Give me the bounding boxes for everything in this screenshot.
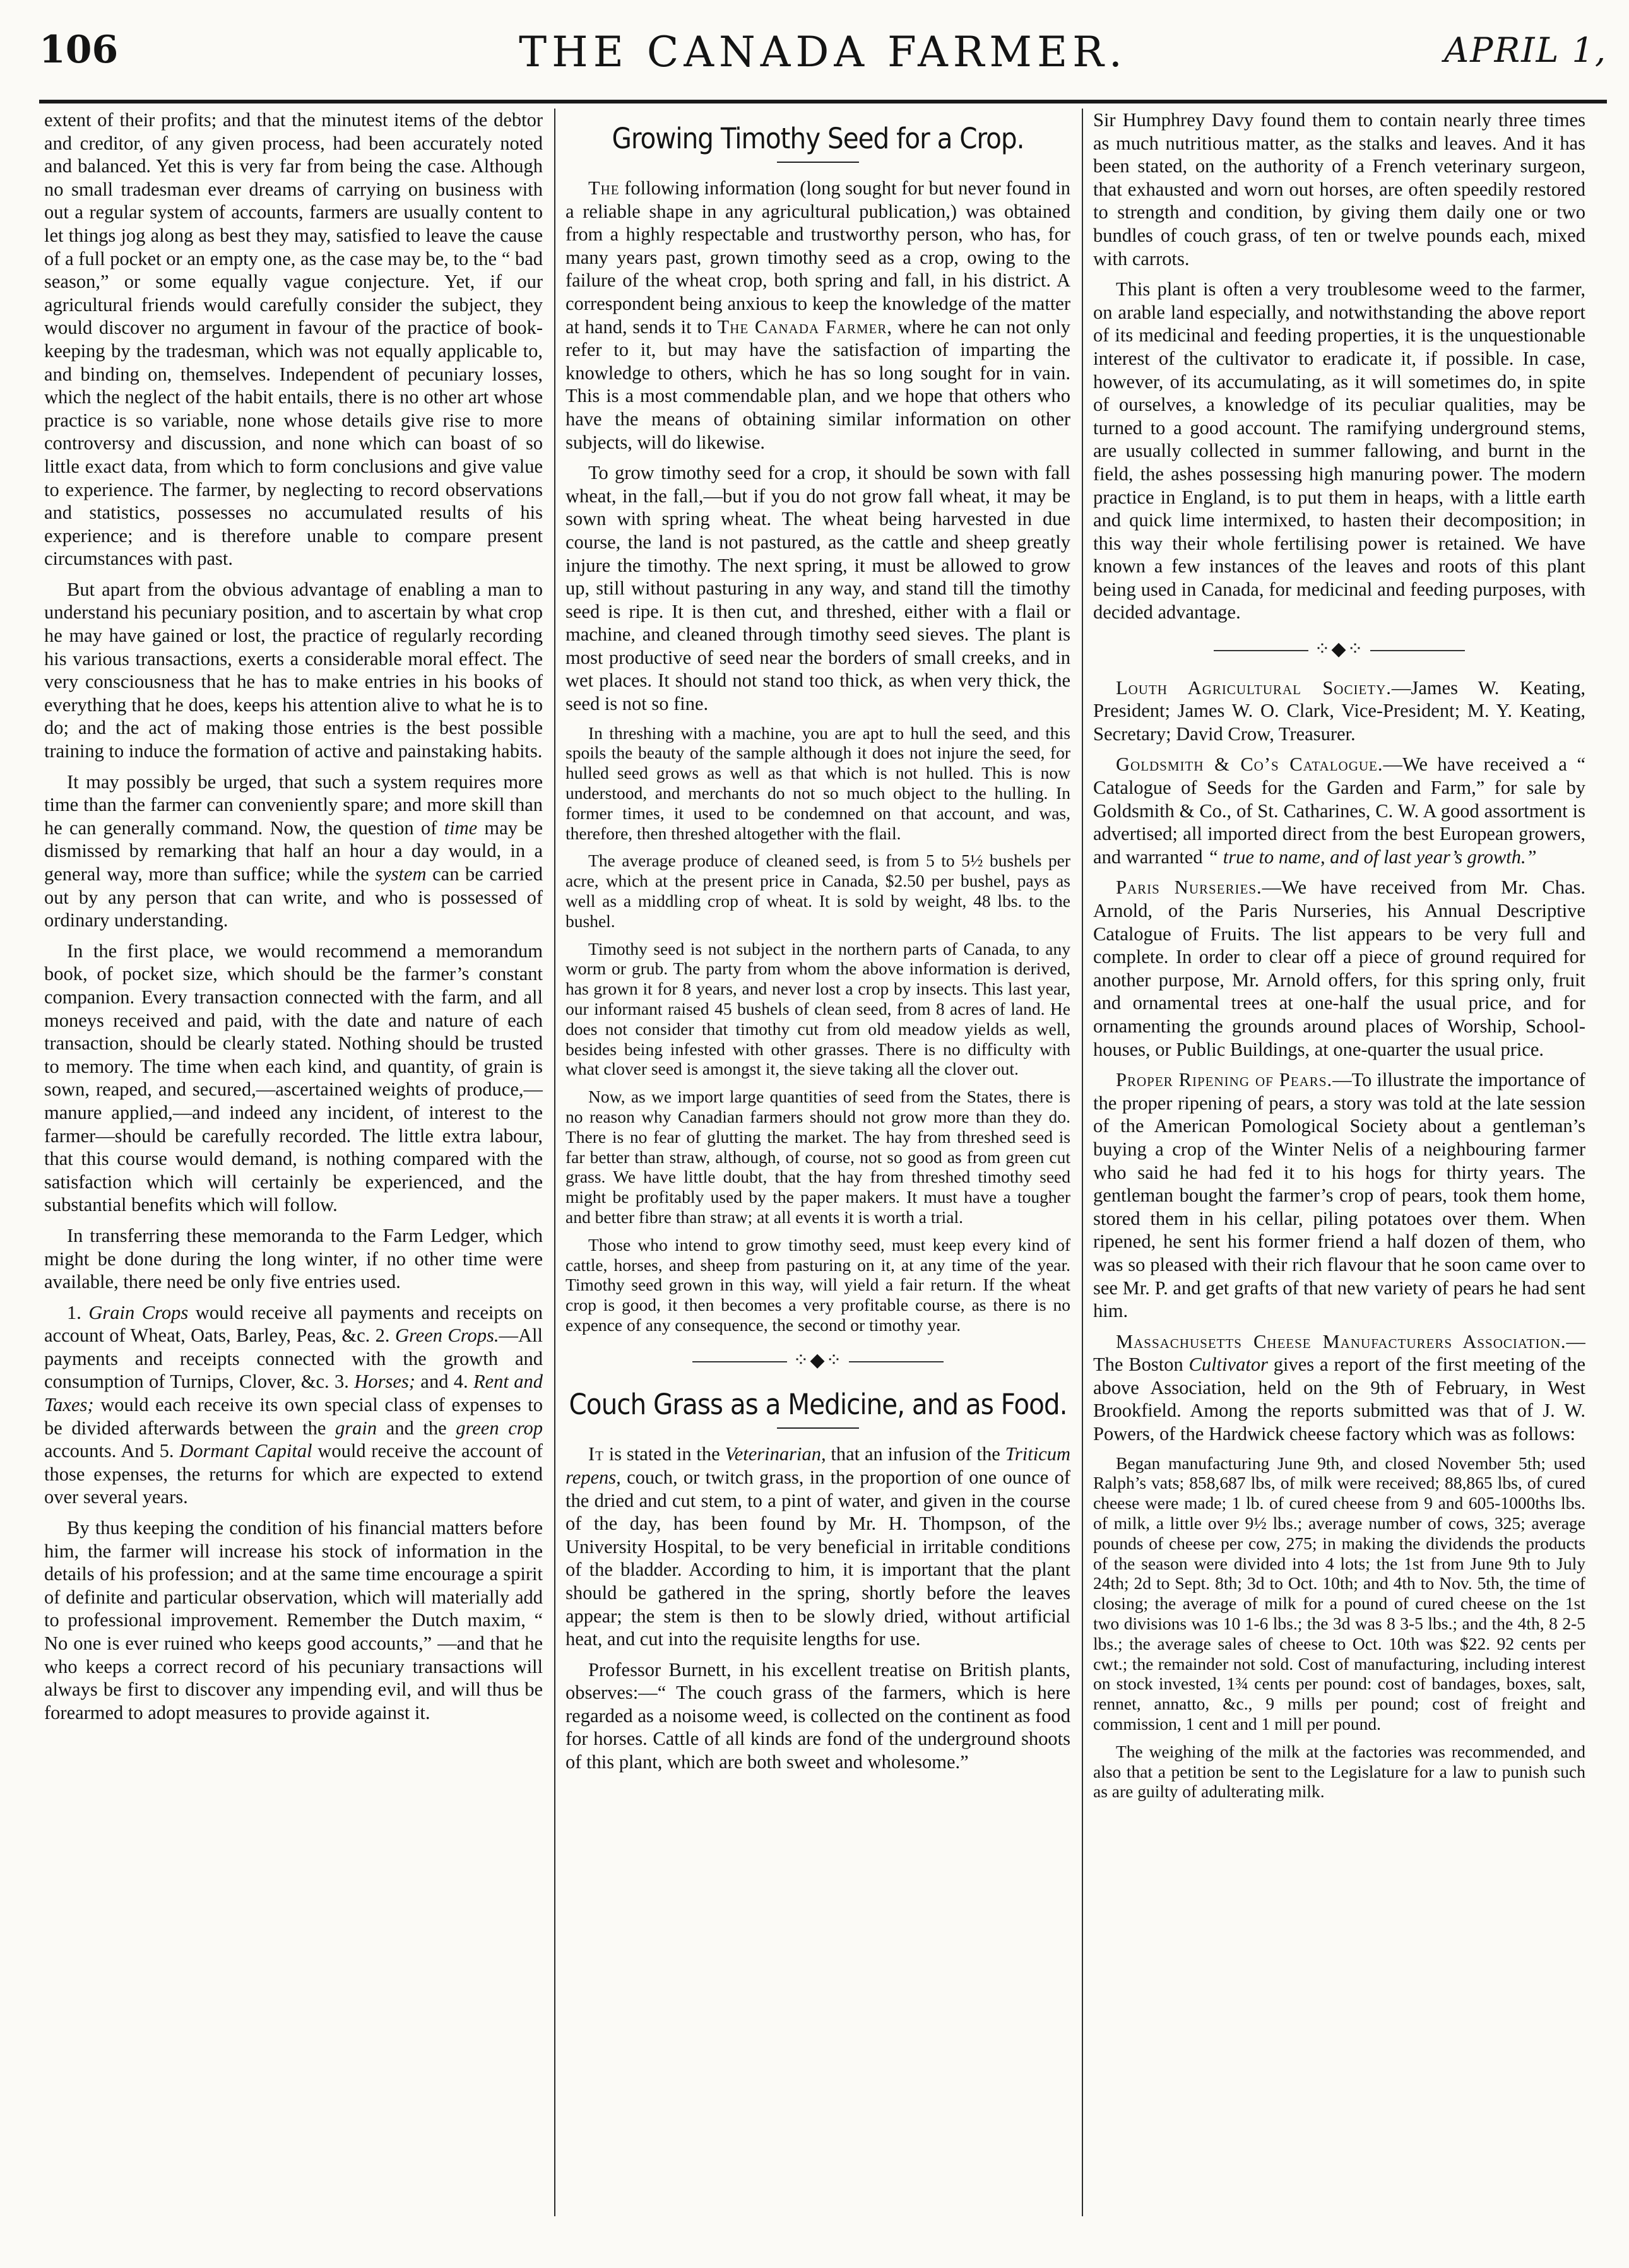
paragraph: But apart from the obvious advantage of enabling a man to understand his pecuniary position, and to ascertain by what crop he may have gained or lost, the practice of regularly recording his various transactions, exerts a considerable moral effect. The very consciousness that he has to make entries in his books of everything that he does, keeps his attention alive to what he is to do; and the act of making those entries is the best possible training to induce the formation of active and painstaking habits. — [44, 578, 543, 762]
section-ornament: ⁘◆⁘ — [1093, 638, 1585, 661]
heading-rule — [777, 1427, 859, 1429]
paragraph: In transferring these memoranda to the Farm Ledger, which might be done during the long winter, if no other time were available, there need be only five entries used. — [44, 1224, 543, 1293]
paragraph: In the first place, we would recommend a memorandum book, of pocket size, which should be the farmer’s constant companion. Every transaction connected with the farm, and all moneys received and paid, with the date and nature of each transaction, should be clearly stated. Nothing should be trusted to memory. The time when each kind, and quantity, of grain is sown, reaped, and secured,—ascertained weights of produce,—manure applied,—and indeed any incident, of interest to the farmer—should be carefully recorded. The little extra labour, that this course would demand, is nothing compared with the satisfaction which will certainly be experienced, and the substantial benefits which will follow. — [44, 940, 543, 1216]
heading-rule — [777, 162, 859, 163]
column-divider — [554, 109, 555, 2216]
paragraph: The following information (long sought for but never found in a reliable shape in any agricultural publication,) was obtained from a highly respectable and trustworthy person, who has, for many years past, grown timothy seed as a crop, owing to the failure of the wheat crop, both spring and fall, in his district. A correspondent being anxious to keep the knowledge of the matter at hand, sends it to The Canada Farmer, where he can not only refer to it, but may have the satisfaction of imparting the knowledge to others, which he has so long sought for in vain. This is a most commendable plan, and we hope that others who have the means of obtaining similar information on other subjects, will do likewise. — [566, 177, 1070, 453]
paragraph: By thus keeping the condition of his financial matters before him, the farmer will increase his stock of information in the details of his profession; and at the same time encourage a spirit of definite and particular observation, which will materially add to professional improvement. Remember the Dutch maxim, “ No one is ever ruined who keeps good accounts,” —and that he who keeps a correct record of his pecuniary transactions will always be first to discover any impending evil, and will thus be forearmed to adopt measures to provide against it. — [44, 1517, 543, 1723]
paragraph: In threshing with a machine, you are apt to hull the seed, and this spoils the beauty of the sample although it does not injure the seed, for hulled seed grows as well as that which is not hulled. This is now understood, and merchants do not so much object to the hulling. In former times, it used to be condemned on that account, and was, therefore, then threshed altogether with the flail. — [566, 723, 1070, 843]
paragraph: The weighing of the milk at the factories was recommended, and also that a petition be sent to the Legislature for a law to punish such as are guilty of adulterating milk. — [1093, 1741, 1585, 1802]
paragraph: Timothy seed is not subject in the northern parts of Canada, to any worm or grub. The party from whom the above information is derived, has grown it for 8 years, and never lost a crop by insects. This last year, our informant raised 45 bushels of clean seed, from 8 acres of land. He does not consider that timothy cut from old meadow yields as well, besides being infested with other grasses. There is no difficulty with what clover seed is amongst it, the sieve taking all the clover out. — [566, 938, 1070, 1079]
column-1 — [44, 109, 543, 2229]
notice-paris-nurseries: Paris Nurseries.—We have received from Mr. Chas. Arnold, of the Paris Nurseries, his Annual Descriptive Catalogue of Fruits. The list appears to be very full and complete. In order to clear off a piece of ground required for another purpose, Mr. Arnold offers, for this spring only, fruit and ornamental trees at one-half the usual price, and for ornamenting the grounds around places of Worship, School-houses, or Public Buildings, at one-quarter the usual price. — [1093, 877, 1585, 1060]
header-rule — [39, 100, 1607, 103]
paragraph: Those who intend to grow timothy seed, must keep every kind of cattle, horses, and sheep from pasturing on it, at any time of the year. Timothy seed grown in this way, will yield a fair return. If the wheat crop is good, it then becomes a very profitable course, as there is no expence of any consequence, the second or timothy year. — [566, 1234, 1070, 1335]
paragraph: This plant is often a very troublesome weed to the farmer, on arable land especially, and notwithstanding the above report of its medicinal and feeding properties, it is the unquestionable interest of the cultivator to eradicate it, if possible. In case, however, of its accumulating, as it will sometimes do, in spite of ourselves, a knowledge of its peculiar qualities, may be turned to a good account. The ramifying underground stems, are usually collected in summer fallowing, and burnt in the field, the ashes possessing high manuring power. The modern practice in England, is to put them in heaps, with a little earth and quick lime intermixed, to hasten their decomposition; in this way their whole fertilising power is retained. We have known a few instances of the leaves and roots of this plant being used in Canada, for medicinal and feeding purposes, with decided advantage. — [1093, 278, 1585, 623]
column-2 — [566, 109, 1070, 2229]
notice-goldsmith: Goldsmith & Co’s Catalogue.—We have received a “ Catalogue of Seeds for the Garden and Farm,” for sale by Goldsmith & Co., of St. Catharines, C. W. A good assortment is advertised; all imported direct from the best European growers, and warranted “ true to name, and of last year’s growth.” — [1093, 753, 1585, 868]
notice-pears: Proper Ripening of Pears.—To illustrate the importance of the proper ripening of pears, a story was told at the late session of the American Pomological Society about a gentleman’s buying a crop of the Winter Nelis of a neighbouring farmer who said he had fed it to his hogs for thirty years. The gentleman bought the farmer’s crop of pears, took them home, stored them in his cellar, piling potatoes over them. When ripened, he sent his former friend a half dozen of them, who was so pleased with their rich flavour that he soon came over to see Mr. P. and get grafts of that new variety of pears he had sent him. — [1093, 1069, 1585, 1322]
column-3 — [1093, 109, 1585, 2229]
paragraph: Now, as we import large quantities of seed from the States, there is no reason why Canadian farmers should not grow more than they do. There is no fear of glutting the market. The hay from threshed seed is far better than straw, although, of course, not so good as from green cut grass. We have little doubt, that the hay from threshed timothy seed might be profitably used by the paper makers. It must have a tougher and better fibre than straw; at all events it is worth a trial. — [566, 1087, 1070, 1227]
issue-date: APRIL 1, — [1444, 30, 1607, 70]
paragraph: It may possibly be urged, that such a system requires more time than the farmer can conveniently spare; and more skill than he can generally command. Now, the question of time may be dismissed by remarking that half an hour a day would, in a general way, more than suffice; while the system can be carried out by any person that can write, and who is possessed of ordinary understanding. — [44, 771, 543, 931]
article-heading-timothy: Growing Timothy Seed for a Crop. — [612, 122, 1024, 155]
paragraph: extent of their profits; and that the minutest items of the debtor and creditor, of any given process, had been accurately noted and balanced. Yet this is very far from being the case. Although no small tradesman ever dreams of carrying on business with out a regular system of accounts, farmers are usually content to let things jog along as best they may, satisfied to leave the cause of a full pocket or an empty one, as the case may be, to the “ bad season,” or some equally vague conjecture. Yet, if our agricultural friends would carefully consider the subject, they would discover no argument in favour of the practice of book-keeping by the tradesman, which was not equally applicable to, and binding on, themselves. Independent of pecuniary losses, which the neglect of the habit entails, there is no other art whose practice is so variable, none whose details give rise to more controversy and discussion, and none which can boast of so little exact data, from which to form conclusions and give value to experience. The farmer, by neglecting to record observations and statistics, possesses no accumulated results of his experience; and is therefore unable to compare present circumstances with past. — [44, 109, 543, 570]
paragraph: To grow timothy seed for a crop, it should be sown with fall wheat, in the fall,—but if you do not grow fall wheat, it may be sown with spring wheat. The wheat being harvested in due course, the land is not pastured, as the cattle and sheep greatly injure the timothy. The next spring, it must be allowed to grow up, still without pasturing in any way, and stand till the timothy seed is ripe. It is then cut, and threshed, either with a flail or machine, and cleaned through timothy seed sieves. The plant is most productive of seed near the borders of small creeks, and in wet places. It should not stand too thick, as when very thick, the seed is not so fine. — [566, 462, 1070, 715]
paragraph: The average produce of cleaned seed, is from 5 to 5½ bushels per acre, which at the present price in Canada, $2.50 per bushel, pays as well as a middling crop of wheat. It is sold by weight, 48 lbs. to the bushel. — [566, 851, 1070, 931]
page-number: 106 — [39, 28, 119, 72]
notice-louth: Louth Agricultural Society.—James W. Keating, President; James W. O. Clark, Vice-President; M. Y. Keating, Secretary; David Crow, Treasurer. — [1093, 676, 1585, 745]
notice-cheese-association: Massachusetts Cheese Manufacturers Association.—The Boston Cultivator gives a report of the first meeting of the above Association, held on the 9th of February, in West Brookfield. Among the reports submitted was that of J. W. Powers, of the Hardwick cheese factory which was as follows: — [1093, 1330, 1585, 1445]
article-heading-couch-grass: Couch Grass as a Medicine, and as Food. — [569, 1388, 1067, 1422]
section-ornament: ⁘◆⁘ — [566, 1349, 1070, 1373]
cheese-report: Began manufacturing June 9th, and closed November 5th; used Ralph’s vats; 858,687 lbs, of milk were received; 88,865 lbs, of cured cheese were made; 1 lb. of cured cheese from 9 and 605-1000ths lbs. of milk, a little over 9½ lbs.; average number of cows, 325; average pounds of cheese per cow, 275; in making the dividends the products of the season were divided into 4 lots; the 1st from June 9th to July 24th; 2d to Sept. 8th; 3d to Oct. 10th; and 4th to Nov. 5th, the time of closing; the average of milk for a pound of cured cheese on the 1st two divisions was 10 1-6 lbs.; the 3d was 8 3-5 lbs.; and the 4th, 8 2-5 lbs.; the average sales of cheese to Oct. 10th was $22. 92 cents per cwt.; the remainder not sold. Cost of manufacturing, including interest on stock invested, 1¾ cents per pound: cost of bandages, boxes, salt, rennet, annatto, &c., 9 mills per pound; cost of freight and commission, 1 cent and 1 mill per pound. — [1093, 1453, 1585, 1734]
paragraph: It is stated in the Veterinarian, that an infusion of the Triticum repens, couch, or twitch grass, in the proportion of one ounce of the dried and cut stem, to a pint of water, and given in the course of the day, has been found by Mr. H. Thompson, of the University Hospital, to be very beneficial in irritable conditions of the bladder. According to him, it is important that the plant should be gathered in the spring, shortly before the leaves appear; the stem is then to be slowly dried, without artificial heat, and cut into the requisite lengths for use. — [566, 1443, 1070, 1650]
paragraph: Professor Burnett, in his excellent treatise on British plants, observes:—“ The couch grass of the farmers, which is here regarded as a noisome weed, is collected on the continent as food for horses. Cattle of all kinds are fond of the underground shoots of this plant, which are both sweet and wholesome.” — [566, 1658, 1070, 1773]
column-divider — [1082, 109, 1083, 2216]
paragraph: 1. Grain Crops would receive all payments and receipts on account of Wheat, Oats, Barley, Peas, &c. 2. Green Crops.—All payments and receipts connected with the growth and consumption of Turnips, Clover, &c. 3. Horses; and 4. Rent and Taxes; would each receive its own special class of expenses to be divided afterwards between the grain and the green crop accounts. And 5. Dormant Capital would receive the account of those expenses, the returns for which are expected to extend over several years. — [44, 1301, 543, 1508]
page-header — [39, 23, 1607, 92]
masthead: THE CANADA FARMER. — [519, 28, 1127, 76]
paragraph: Sir Humphrey Davy found them to contain nearly three times as much nutritious matter, as the stalks and leaves. And it has been stated, on the authority of a French veterinary surgeon, that exhausted and worn out horses, are often speedily restored to strength and condition, by giving them daily one or two bundles of couch grass, of ten or twelve pounds each, mixed with carrots. — [1093, 109, 1585, 269]
